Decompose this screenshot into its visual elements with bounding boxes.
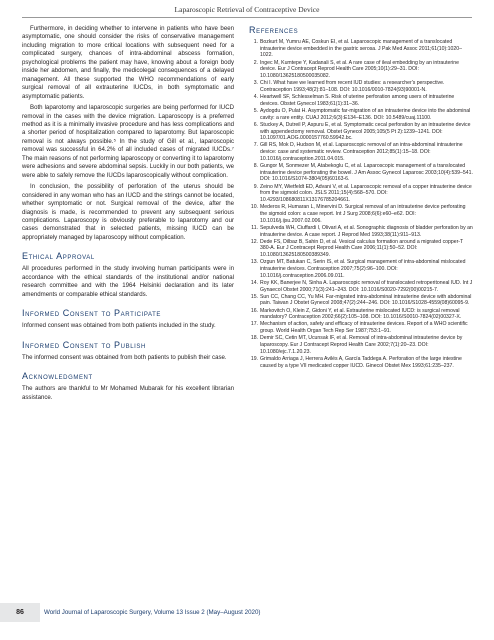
reference-number: 6. <box>253 121 258 128</box>
reference-text: Chi I. What have we learned from recent IUD studies: a researcher's perspective. Contraception 1993;48(2):81–108. DOI: 10.1016/0010-7824(93)90001-N. <box>260 80 445 93</box>
reference-text: Aydogdu O, Pulat H. Asymptomatic far-migration of an intrauterine device into the abdominal cavity: a rare entity. CUAJ 2012;6(3):E134–E136. DOI: 10.5489/cuaj.11100. <box>260 107 471 121</box>
reference-number: 10. <box>250 204 258 211</box>
header-rule <box>22 17 472 18</box>
reference-number: 11. <box>251 224 258 231</box>
reference-number: 12. <box>250 238 258 245</box>
reference-number: 3. <box>253 80 258 87</box>
reference-item <box>250 355 473 369</box>
reference-number: 9. <box>253 183 258 190</box>
reference-text: Demir SC, Cetin MT, Ucunsak IF, et al. Removal of intra-abdominal intrauterine device by laparoscopy. Eur J Contracept Reprod Health Care 2002;7(1):20–23. DOI: 10.1080/ejc.7.1.20.23. <box>260 335 463 355</box>
reference-number: 5. <box>253 107 258 114</box>
section-text: Informed consent was obtained from both patients included in the study. <box>22 322 216 330</box>
reference-text: Bozkurt M, Yumru AE, Coskun EI, et al. Laparoscopic management of a translocated intrauterine device embedded in the gastric serosa. J Pak Med Assoc 2011;61(10):1020–1022. <box>260 39 462 59</box>
reference-item <box>253 59 473 80</box>
reference-item <box>250 259 473 279</box>
reference-text: Roy KK, Banerjee N, Sinha A. Laparoscopic removal of translocated retroperitoneal IUD. Int J Gynaecol Obstet 2000;71(3):241–243. DOI: 10.1016/S0020-7292(00)00215-7. <box>260 279 473 293</box>
reference-text: Mechanism of action, safety and efficacy of intrauterine devices. Report of a WHO scientific group. World Health Organ Tech Rep Ser 1987;753:1–91. <box>260 321 468 335</box>
section-heading: Informed Consent to Publish <box>22 339 146 350</box>
reference-text: Markovitch O, Klein Z, Gidoni Y, et al. Extrauterine mislocated IUCD: is surgical removal mandatory? Contraception 2002;66(2):105–108. DOI: 10.1016/S0010-7824(02)00327-X. <box>260 307 462 321</box>
body-paragraph: In conclusion, the possibility of perforation of the uterus should be considered in any woman who has an IUCD and the strings cannot be located, whether symptomatic or not. Surgical removal of the device, after the diagnosis is made, is recommended to prevent any subsequent serious complications. Laparoscopy is obviously preferable to laparotomy and our cases demonstrated that in selected patients, missing IUCD can be appropriately managed by laparoscopy without complication. <box>22 183 234 241</box>
page-number: 86 <box>0 603 40 622</box>
journal-citation: World Journal of Laparoscopic Surgery, Volume 13 Issue 2 (May–August 2020) <box>44 609 261 616</box>
reference-number: 19. <box>250 355 258 362</box>
reference-item <box>250 279 473 293</box>
reference-item <box>253 163 473 183</box>
reference-text: Gill RS, Mok D, Hudson M, et al. Laparoscopic removal of an intra-abdominal intrauterine device: case and systematic review. Contraception 2012;85(1):15–18. DOI: 10.1016/j.contraception.2011.04.015. <box>260 142 463 162</box>
left-column <box>22 25 234 405</box>
section-text: All procedures performed in the study involving human participants were in accordance with the ethical standards of the institutional and/or national research committee and with the 1964 Helsinki declaration and its later amendments or comparable ethical standards. <box>22 265 234 298</box>
running-head: Laparoscopic Retrieval of Contraceptive Device <box>174 5 320 14</box>
section-heading: Ethical Approval <box>22 251 95 262</box>
reference-item <box>253 107 473 121</box>
reference-text: Zeino MY, Wietfeldt ED, Advani V, et al. Laparoscopic removal of a copper intrauterine device from the sigmoid colon. JSLS 2011;15(4):568–570. DOI: 10.4293/108680811X13176785204661. <box>260 183 472 204</box>
reference-text: Mederos R, Humaran L, Minervini D. Surgical removal of an intrauterine device perforating the sigmoid colon: a case report. Int J Surg 2008;6(6):e60–e62. DOI: 10.1016/j.ijsu.2007.02.006. <box>260 204 466 224</box>
reference-item <box>253 121 473 142</box>
reference-text: Sun CC, Chang CC, Yu MH. Far-migrated intra-abdominal intrauterine device with abdominal pain. Taiwan J Obstet Gynecol 2008;47(2):244–246. DOI: 10.1016/S1028-4559(08)60095-9. <box>260 293 472 307</box>
section-text: The authors are thankful to Mr Mohamed Mubarak for his excellent librarian assistance. <box>22 385 234 401</box>
reference-text: Grimaldo Arriaga J, Herrera Avilés A, García Taddega A. Perforation of the large intestine caused by a type VII medicated copper IUCD. Ginecol Obstet Mex 1993;61:235–237. <box>260 355 462 369</box>
body-paragraph: Furthermore, in deciding whether to intervene in patients who have been asymptomatic, one should consider the risks of conservative management including migration to more critical locations with subsequent need for a complicated surgery, chances of intra-abdominal abscess formation, psychological problems the patient may have, knowing about a foreign body inside her abdomen, and finally, the medicolegal consequences of a delayed management. All these supported the WHO recommendations of early surgical removal of all extrauterine IUCDs, in both symptomatic and asymptomatic patients. <box>22 25 234 100</box>
reference-list <box>249 39 473 369</box>
reference-item <box>253 80 473 93</box>
reference-item <box>253 94 473 107</box>
references-heading: References <box>249 25 299 35</box>
reference-text: Heartwell SF, Schlesselman S. Risk of uterine perforation among users of intrauterine devices. Obstet Gynecol 1983;61(1):31–36. <box>260 94 455 107</box>
reference-item <box>250 335 473 355</box>
reference-number: 15. <box>250 293 258 300</box>
reference-number: 13. <box>250 259 258 266</box>
body-paragraph: Both laparotomy and laparoscopic surgeries are being performed for IUCD removal in the cases with the device migration. Laparoscopy is a preferred method as it is a minimally invasive procedure and has less complications and a shorter period of hospitalization compared to laparotomy. But laparoscopic removal is not always possible.⁵ In the study of Gill et al., laparoscopic removal was successful in 64.2% of all included cases of migrated IUCDs.⁷ The main reasons of not performing laparoscopy or converting it to laparotomy were adhesions and severe abdominal sepsis. Luckily in our both patients, we were able to safely remove the IUCDs laparoscopically without complication. <box>22 104 234 179</box>
reference-text: Ingec M, Kumtepe Y, Kadanali S, et al. A rare case of ileal embedding by an intrauterine device. Eur J Contracept Reprod Health Care 2005;10(1):29–31. DOI: 10.1080/13625180500035082. <box>260 59 459 80</box>
reference-item <box>253 39 473 59</box>
reference-number: 17. <box>250 321 258 328</box>
section-heading: Informed Consent to Participate <box>22 308 161 319</box>
reference-number: 18. <box>250 335 258 342</box>
reference-number: 14. <box>250 279 258 286</box>
reference-text: Sepulveda WH, Ciuffardi I, Olivari A, et al. Sonographic diagnosis of bladder perforation by an intrauterine device. A case report. J Reprod Med 1993;38(11):911–913. <box>260 224 473 238</box>
reference-number: 7. <box>253 142 258 149</box>
reference-text: Stuckey A, Dutreil P, Aspuru E, et al. Symptomatic cecal perforation by an intrauterine device with appendectomy removal. Obstet Gynecol 2005;105(5 Pt 2):1239–1241. DOI: 10.1097/01.AOG.0000157760.59942.bc. <box>260 121 471 142</box>
reference-number: 2. <box>253 59 258 66</box>
reference-item <box>250 293 473 307</box>
reference-item <box>250 307 473 321</box>
reference-item <box>253 142 473 162</box>
reference-number: 4. <box>253 94 258 101</box>
reference-number: 16. <box>250 307 258 314</box>
reference-text: Gungor M, Sonmezer M, Atabekoglu C, et al. Laparoscopic management of a translocated intrauterine device perforating the bowel. J Am Assoc Gynecol Laparosc 2003;10(4):539–541. DOI: 10.1016/S1074-3804(05)60163-6. <box>260 163 473 183</box>
reference-item <box>251 224 473 238</box>
reference-item <box>250 238 473 259</box>
reference-text: Ozgun MT, Batukan C, Serin IS, et al. Surgical management of intra-abdominal mislocated intrauterine devices. Contraception 2007;75(2):96–100. DOI: 10.1016/j.contraception.2006.09.011. <box>260 259 466 279</box>
reference-number: 1. <box>253 39 258 45</box>
section-heading: Acknowledgment <box>22 371 93 382</box>
reference-number: 8. <box>253 163 258 169</box>
reference-item <box>253 183 473 204</box>
reference-item <box>250 321 473 335</box>
section-text: The informed consent was obtained from both patients to publish their case. <box>22 353 227 361</box>
reference-item <box>250 204 473 224</box>
reference-text: Dede FS, Dilbaz B, Sahin D, et al. Vesical calculus formation around a migrated copper-T 380-A. Eur J Contracept Reprod Health Care 2006;11(1):50–52. DOI: 10.1080/13625180500389349. <box>260 238 464 259</box>
right-column <box>249 25 473 370</box>
